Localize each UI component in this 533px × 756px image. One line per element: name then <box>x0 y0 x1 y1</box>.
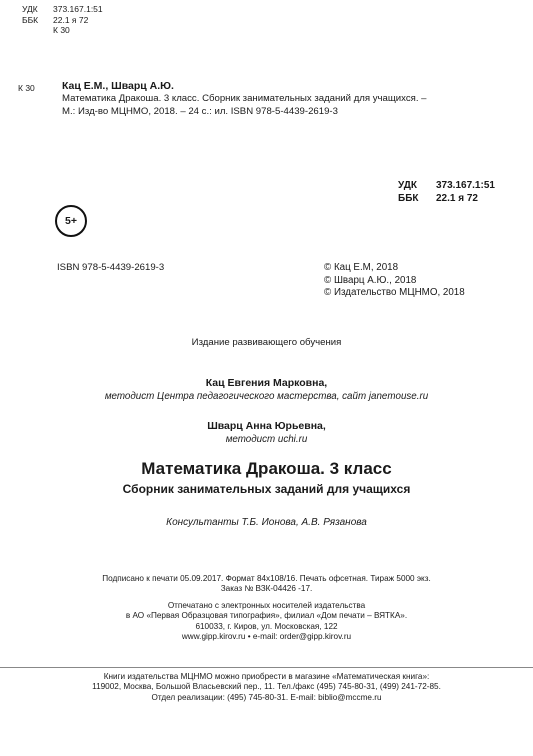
copyright-line: © Издательство МЦНМО, 2018 <box>324 287 465 299</box>
shop-line: Книги издательства МЦНМО можно приобрести в магазине «Математическая книга»: <box>103 672 430 681</box>
isbn: ISBN 978-5-4439-2619-3 <box>57 262 165 273</box>
author-block <box>0 420 533 446</box>
author-role: методист uchi.ru <box>225 434 308 445</box>
author-role: методист Центра педагогического мастерства, сайт janemouse.ru <box>104 391 429 402</box>
imprint-line: Подписано к печати 05.09.2017. Формат 84x108/16. Печать офсетная. Тираж 5000 экз. <box>102 574 431 583</box>
print-imprint <box>0 574 533 642</box>
consultants: Консультанты Т.Б. Ионова, А.В. Рязанова <box>166 517 367 528</box>
copyright-line: © Кац Е.М, 2018 <box>324 262 399 273</box>
shop-info <box>0 672 533 703</box>
imprint-line: www.gipp.kirov.ru • e-mail: order@gipp.kirov.ru <box>181 632 352 642</box>
classification-codes-right <box>398 180 495 205</box>
imprint-line: 610033, г. Киров, ул. Московская, 122 <box>195 621 338 631</box>
catalog-description-line2: М.: Изд-во МЦНМО, 2018. – 24 с.: ил. ISBN 978-5-4439-2619-3 <box>62 105 338 117</box>
catalog-authors: Кац Е.М., Шварц А.Ю. <box>62 80 174 92</box>
author-block <box>0 377 533 403</box>
copyright-block <box>324 262 465 300</box>
author-mark: К 30 <box>53 25 70 35</box>
bbk-label: ББК <box>22 14 39 25</box>
bbk-value: 22.1 я 72 <box>53 14 89 25</box>
udk-label-right: УДК <box>398 180 417 191</box>
top-classification-codes <box>22 4 103 36</box>
edition-note: Издание развивающего обучения <box>191 337 342 348</box>
imprint-line: в АО «Первая Образцовая типография», филиал «Дом печати – ВЯТКА». <box>125 611 408 621</box>
imprint-line: Заказ № ВЗК-04426 -17. <box>220 584 313 594</box>
udk-value-right: 373.167.1:51 <box>436 180 495 191</box>
catalog-entry <box>62 80 426 118</box>
udk-value: 373.167.1:51 <box>53 4 103 14</box>
catalog-description-line1: Математика Дракоша. 3 класс. Сборник занимательных заданий для учащихся. – <box>62 93 427 104</box>
bbk-label-right: ББК <box>398 192 419 204</box>
catalog-code: К 30 <box>18 83 35 93</box>
imprint-line: Отпечатано с электронных носителей издательства <box>167 600 366 610</box>
age-rating-badge: 5+ <box>55 205 87 237</box>
book-subtitle: Сборник занимательных заданий для учащихся <box>122 482 411 496</box>
author-name: Кац Евгения Марковна, <box>205 377 328 389</box>
bbk-value-right: 22.1 я 72 <box>436 192 478 204</box>
author-name: Шварц Анна Юрьевна, <box>207 420 326 432</box>
divider <box>0 667 533 668</box>
copyright-line: © Шварц А.Ю., 2018 <box>324 274 417 286</box>
shop-line: 119002, Москва, Большой Власьевский пер., 11. Тел./факс (495) 745-80-31, (499) 241-72-85. <box>92 682 441 692</box>
udk-label: УДК <box>22 4 38 14</box>
shop-line: Отдел реализации: (495) 745-80-31. E-mail: biblio@mccme.ru <box>151 692 382 702</box>
book-title: Математика Дракоша. 3 класс <box>141 459 392 478</box>
